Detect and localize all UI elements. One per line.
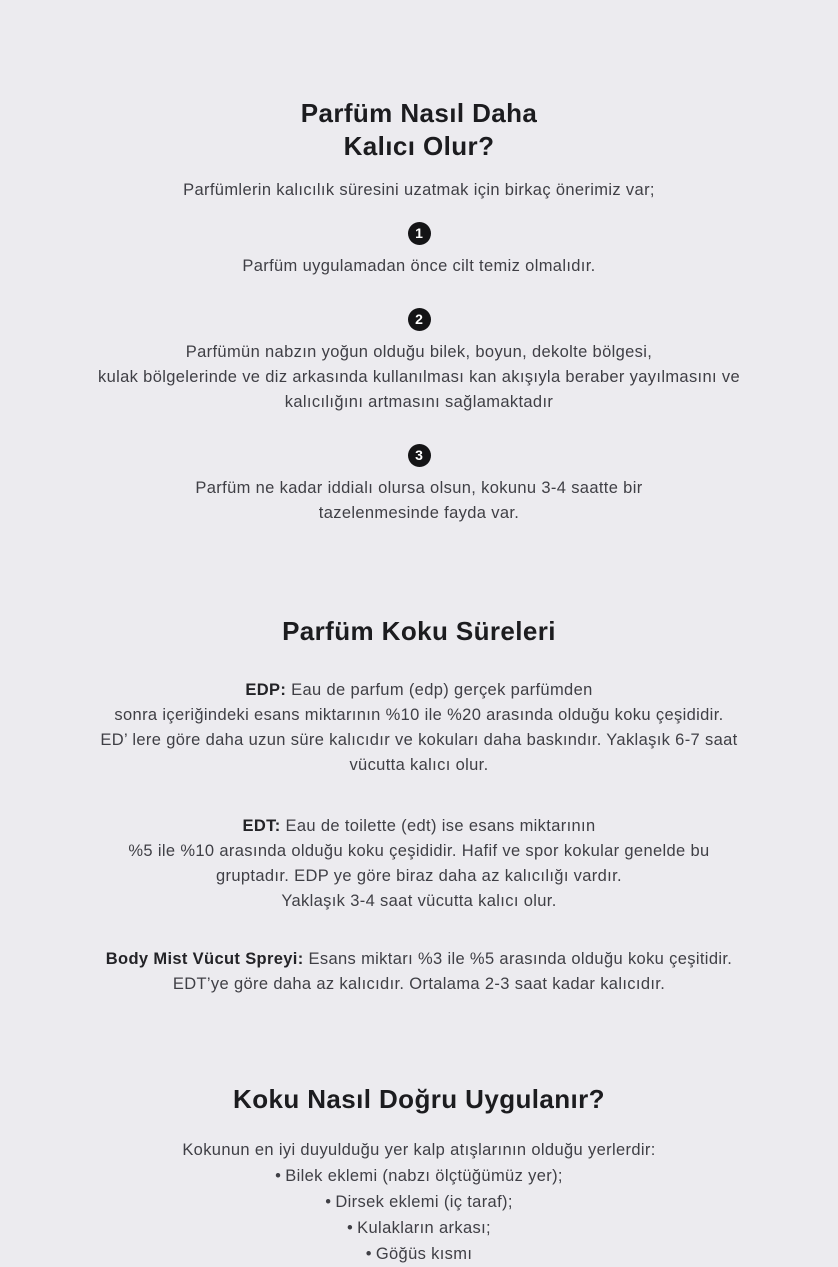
body-mist-line-1: Esans miktarı %3 ile %5 arasında olduğu koku çeşitidir. xyxy=(308,950,733,968)
text-line: vücutta kalıcı olur. xyxy=(349,756,489,774)
step-2-text xyxy=(0,340,838,415)
list-item xyxy=(0,1189,838,1215)
text-line: tazelenmesinde fayda var. xyxy=(318,504,520,522)
list-item xyxy=(0,1163,838,1189)
step-2-number-badge: 2 xyxy=(408,308,431,331)
edt-label: EDT: xyxy=(242,817,281,835)
edt-paragraph xyxy=(0,814,838,914)
page-title-line1: Parfüm Nasıl Daha xyxy=(300,98,538,128)
section-longevity xyxy=(0,97,838,526)
text-line: ED’ lere göre daha uzun süre kalıcıdır ve kokuları daha baskındır. Yaklaşık 6-7 saat xyxy=(100,731,738,749)
bullet-icon: • xyxy=(325,1193,332,1211)
text-line: Parfüm uygulamadan önce cilt temiz olmalıdır. xyxy=(242,257,596,275)
step-3-number-badge: 3 xyxy=(408,444,431,467)
application-bullet-list xyxy=(0,1163,838,1267)
bullet-icon: • xyxy=(347,1219,354,1237)
text-line: EDT’ye göre daha az kalıcıdır. Ortalama 2-3 saat kadar kalıcıdır. xyxy=(172,975,666,993)
longevity-step-1 xyxy=(0,222,838,279)
bullet-text: Kulakların arkası; xyxy=(357,1219,491,1237)
text-line: Parfümün nabzın yoğun olduğu bilek, boyun, dekolte bölgesi, xyxy=(185,343,653,361)
longevity-intro: Parfümlerin kalıcılık süresini uzatmak için birkaç önerimiz var; xyxy=(183,181,655,199)
bullet-text: Göğüs kısmı xyxy=(375,1245,473,1263)
application-intro: Kokunun en iyi duyulduğu yer kalp atışlarının olduğu yerlerdir: xyxy=(182,1141,656,1159)
bullet-icon: • xyxy=(365,1245,372,1263)
text-line xyxy=(0,947,838,972)
body-mist-paragraph xyxy=(0,947,838,997)
durations-title: Parfüm Koku Süreleri xyxy=(282,616,556,646)
body-mist-label: Body Mist Vücut Spreyi: xyxy=(105,950,304,968)
application-title: Koku Nasıl Doğru Uygulanır? xyxy=(233,1084,605,1114)
edp-label: EDP: xyxy=(245,681,287,699)
edt-line-1: Eau de toilette (edt) ise esans miktarının xyxy=(285,817,596,835)
step-1-number-badge: 1 xyxy=(408,222,431,245)
text-line xyxy=(0,678,838,703)
section-application xyxy=(0,1083,838,1267)
page-title-line2: Kalıcı Olur? xyxy=(343,131,495,161)
text-line: gruptadır. EDP ye göre biraz daha az kalıcılığı vardır. xyxy=(216,867,622,885)
page-title xyxy=(0,97,838,163)
text-line: sonra içeriğindeki esans miktarının %10 ile %20 arasında olduğu koku çeşididir. xyxy=(114,706,724,724)
text-line xyxy=(0,814,838,839)
bullet-text: Dirsek eklemi (iç taraf); xyxy=(335,1193,513,1211)
longevity-step-3 xyxy=(0,444,838,526)
text-line: kulak bölgelerinde ve diz arkasında kullanılması kan akışıyla beraber yayılmasını ve xyxy=(97,368,741,386)
bullet-text: Bilek eklemi (nabzı ölçtüğümüz yer); xyxy=(285,1167,563,1185)
longevity-step-2 xyxy=(0,308,838,415)
section-durations xyxy=(0,615,838,997)
bullet-icon: • xyxy=(275,1167,282,1185)
edp-line-1: Eau de parfum (edp) gerçek parfümden xyxy=(291,681,593,699)
edp-paragraph xyxy=(0,678,838,778)
text-line: kalıcılığını artmasını sağlamaktadır xyxy=(284,393,554,411)
list-item xyxy=(0,1241,838,1267)
step-1-text xyxy=(0,254,838,279)
text-line: %5 ile %10 arasında olduğu koku çeşididir. Hafif ve spor kokular genelde bu xyxy=(128,842,710,860)
text-line: Yaklaşık 3-4 saat vücutta kalıcı olur. xyxy=(281,892,557,910)
list-item xyxy=(0,1215,838,1241)
step-3-text xyxy=(0,476,838,526)
text-line: Parfüm ne kadar iddialı olursa olsun, kokunu 3-4 saatte bir xyxy=(195,479,643,497)
